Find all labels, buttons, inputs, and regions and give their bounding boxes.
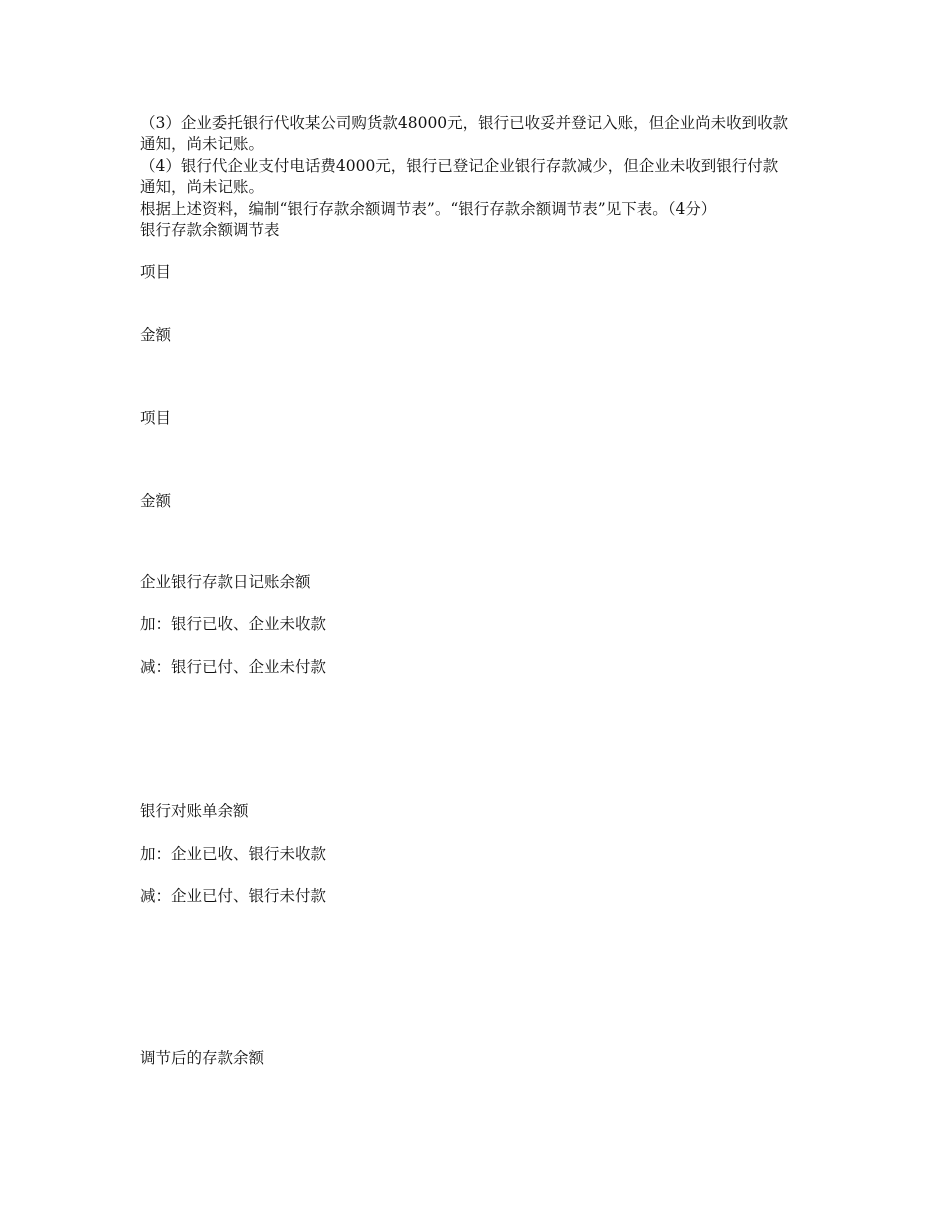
row-bank-statement-balance: 银行对账单余额 xyxy=(140,802,249,820)
table-title: 银行存款余额调节表 xyxy=(140,221,280,239)
header-amount-left: 金额 xyxy=(140,326,172,344)
row-company-ledger-balance: 企业银行存款日记账余额 xyxy=(140,573,311,591)
header-item-right: 项目 xyxy=(140,409,172,427)
row-add-bank-received: 加：银行已收、企业未收款 xyxy=(140,615,327,633)
paragraph-4-line-1: （4）银行代企业支付电话费4000元，银行已登记企业银行存款减少，但企业未收到银行付款 xyxy=(140,157,779,175)
header-amount-right: 金额 xyxy=(140,492,172,510)
header-item-left: 项目 xyxy=(140,263,172,281)
row-adjusted-balance: 调节后的存款余额 xyxy=(140,1049,265,1067)
row-less-bank-paid: 减：银行已付、企业未付款 xyxy=(140,658,327,676)
instruction-text: 根据上述资料，编制“银行存款余额调节表”。“银行存款余额调节表”见下表。（4分） xyxy=(140,200,717,218)
row-add-company-received: 加：企业已收、银行未收款 xyxy=(140,845,327,863)
paragraph-3-line-1: （3）企业委托银行代收某公司购货款48000元，银行已收妥并登记入账，但企业尚未收到收款 xyxy=(140,114,789,132)
paragraph-3-line-2: 通知，尚未记账。 xyxy=(140,135,265,153)
row-less-company-paid: 减：企业已付、银行未付款 xyxy=(140,887,327,905)
paragraph-4-line-2: 通知，尚未记账。 xyxy=(140,178,265,196)
